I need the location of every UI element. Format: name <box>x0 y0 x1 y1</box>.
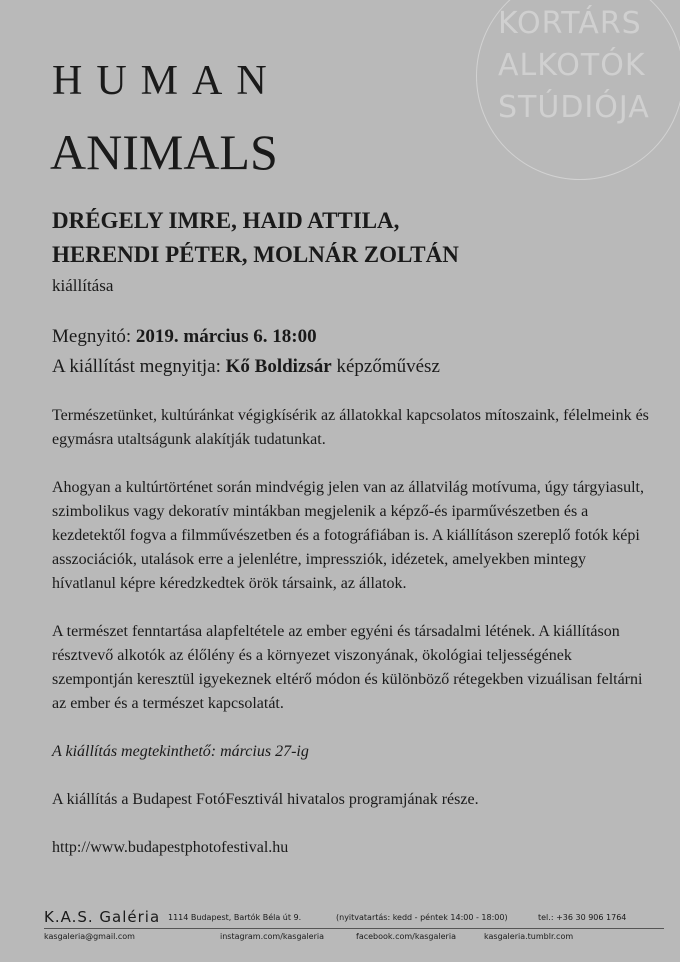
subtitle: kiállítása <box>52 276 114 295</box>
artists-line-2: HERENDI PÉTER, MOLNÁR ZOLTÁN <box>52 242 459 267</box>
opener-prefix: A kiállítást megnyitja: <box>52 356 221 377</box>
logo-line-3: STÚDIÓJA <box>498 90 650 125</box>
festival-url[interactable]: http://www.budapestphotofestival.hu <box>52 839 289 856</box>
opening-hours: (nyitvatartás: kedd - péntek 14:00 - 18:00) <box>336 913 508 922</box>
opening-datetime: 2019. március 6. 18:00 <box>135 326 317 347</box>
logo-line-2: ALKOTÓK <box>498 48 646 83</box>
logo-line-1: KORTÁRS <box>498 6 642 41</box>
email-link[interactable]: kasgaleria@gmail.com <box>44 932 135 941</box>
gallery-address: 1114 Budapest, Bartók Béla út 9. <box>168 913 302 922</box>
festival-note: A kiállítás a Budapest FotóFesztivál hivatalos programjának része. <box>52 791 479 808</box>
footer <box>44 908 664 943</box>
artists-line-1: DRÉGELY IMRE, HAID ATTILA, <box>52 208 400 233</box>
opening-label: Megnyitó: <box>52 326 132 347</box>
instagram-link[interactable]: instagram.com/kasgaleria <box>220 932 324 941</box>
gallery-name: K.A.S. Galéria <box>44 908 161 926</box>
phone: tel.: +36 30 906 1764 <box>538 913 627 922</box>
opener-role: képzőművész <box>336 356 440 377</box>
facebook-link[interactable]: facebook.com/kasgaleria <box>356 932 456 941</box>
paragraph-3: A természet fenntartása alapfeltétele az ember egyéni és társadalmi létének. A kiállításon résztvevő alkotók az élőlény és a környezet viszonyának, ökológiai teljességének szempontján keresztül igyekeznek eltérő módon és különböző rétegekben vizuálisan feltárni az ember és a természet kapcsolatát. <box>52 623 643 712</box>
studio-logo <box>476 0 680 190</box>
opening-date-line <box>52 322 440 352</box>
footer-row-2 <box>44 929 664 943</box>
title-line-1: HUMAN <box>52 58 281 104</box>
body-text <box>52 404 652 884</box>
tumblr-link[interactable]: kasgaleria.tumblr.com <box>484 932 574 941</box>
paragraph-2: Ahogyan a kultúrtörténet során mindvégig jelen van az állatvilág motívuma, úgy tárgyiasult, szimbolikus vagy dekoratív mintákban megjelenik a képző-és iparművészetben és a kezdetektől fogva a filmművészetben és a fotográfiában is. A kiállításon szereplő fotók képi asszociációk, utalások erre a jelenlétre, impressziók, idézetek, amelyekben mintegy hívatlanul képre kéredzkedtek örök társaink, az állatok. <box>52 479 644 592</box>
title-line-2: ANIMALS <box>50 124 278 180</box>
paragraph-1: Természetünket, kultúránkat végigkísérik az állatokkal kapcsolatos mítoszaink, félelmeink és egymásra utaltságunk alakítják tudatunkat. <box>52 407 649 448</box>
opener-name: Kő Boldizsár <box>225 356 332 377</box>
artists <box>52 204 459 272</box>
opener-line <box>52 352 440 382</box>
footer-row-1 <box>44 908 664 929</box>
opening-info <box>52 322 440 382</box>
viewing-period: A kiállítás megtekinthető: március 27-ig <box>52 743 309 760</box>
